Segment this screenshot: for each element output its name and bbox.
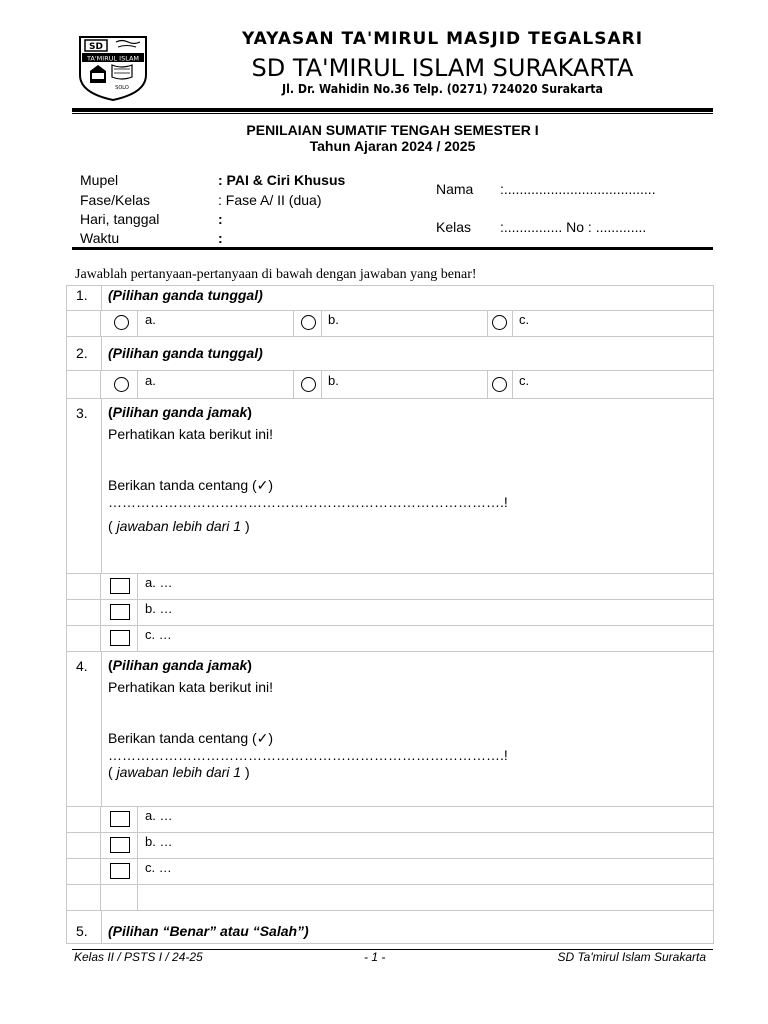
question-4-content: (Pilihan ganda jamak) Perhatikan kata berikut ini! Berikan tanda centang (✓) ………………………………………………………………………….! ( jawaban lebih dari 1 ) xyxy=(108,657,508,780)
question-4-row xyxy=(66,652,714,807)
radio-option-a[interactable] xyxy=(114,315,129,330)
fase-value: : Fase A/ II (dua) xyxy=(218,192,322,208)
question-number: 2. xyxy=(76,345,88,361)
nama-label: Nama xyxy=(436,181,474,197)
question-1-row xyxy=(66,285,714,311)
nama-field[interactable]: :....................................... xyxy=(500,181,656,197)
question-3-option-c xyxy=(66,626,714,652)
option-b-label: b. xyxy=(328,312,339,327)
option-c-label: c. … xyxy=(145,860,172,875)
option-a-label: a. xyxy=(145,312,156,327)
radio-option-a[interactable] xyxy=(114,377,129,392)
question-2-row xyxy=(66,337,714,371)
option-c-label: c. xyxy=(519,373,530,388)
question-3-row xyxy=(66,399,714,574)
option-a-label: a. … xyxy=(145,808,173,823)
option-c-label: c. xyxy=(519,312,530,327)
checkbox-option-c[interactable] xyxy=(110,863,130,879)
question-4-option-b xyxy=(66,833,714,859)
question-table xyxy=(66,285,714,944)
question-4-option-a xyxy=(66,807,714,833)
exam-year: Tahun Ajaran 2024 / 2025 xyxy=(309,138,476,154)
question-number: 4. xyxy=(76,658,88,674)
question-instruction: Berikan tanda centang (✓) xyxy=(108,477,274,493)
question-1-options xyxy=(66,311,714,337)
question-number: 1. xyxy=(76,287,88,303)
question-5-row xyxy=(66,911,714,944)
waktu-value: : xyxy=(218,230,223,246)
question-instruction: Berikan tanda centang (✓) xyxy=(108,730,274,746)
logo-lower-text: SOLO xyxy=(115,85,129,91)
answer-dots: ………………………………………………………………………….! xyxy=(108,494,508,510)
foundation-name: YAYASAN TA'MIRUL MASJID TEGALSARI xyxy=(241,29,644,49)
question-4-blank-row xyxy=(66,885,714,911)
school-address: Jl. Dr. Wahidin No.36 Telp. (0271) 724020 Surakarta xyxy=(281,82,604,96)
option-a-label: a. … xyxy=(145,575,173,590)
kelas-no-field[interactable]: :............... No : ............. xyxy=(500,219,647,235)
checkbox-option-a[interactable] xyxy=(110,578,130,594)
question-type: (Pilihan ganda tunggal) xyxy=(108,287,263,303)
question-3-option-a xyxy=(66,574,714,600)
option-a-label: a. xyxy=(145,373,156,388)
exam-title: PENILAIAN SUMATIF TENGAH SEMESTER I xyxy=(246,122,539,138)
page-number: - 1 - xyxy=(364,950,386,964)
hari-value: : xyxy=(218,211,223,227)
question-type: Pilihan ganda jamak xyxy=(112,404,248,420)
question-text: Perhatikan kata berikut ini! xyxy=(108,426,273,442)
radio-option-c[interactable] xyxy=(492,315,507,330)
fase-label: Fase/Kelas xyxy=(80,192,151,208)
checkbox-option-c[interactable] xyxy=(110,630,130,646)
school-logo xyxy=(78,35,148,102)
mupel-label: Mupel xyxy=(80,172,119,188)
footer-school-name: SD Ta'mirul Islam Surakarta xyxy=(557,950,706,964)
logo-band-text: TA'MIRUL ISLAM xyxy=(86,54,140,63)
question-2-options xyxy=(66,371,714,399)
checkbox-option-a[interactable] xyxy=(110,811,130,827)
option-b-label: b. xyxy=(328,373,339,388)
question-number: 5. xyxy=(76,923,88,939)
school-name: SD TA'MIRUL ISLAM SURAKARTA xyxy=(251,54,634,82)
radio-option-b[interactable] xyxy=(301,377,316,392)
question-type: Pilihan ganda jamak xyxy=(112,657,248,673)
question-3-option-b xyxy=(66,600,714,626)
answer-dots: ………………………………………………………………………….! xyxy=(108,747,508,763)
checkbox-option-b[interactable] xyxy=(110,837,130,853)
header-divider xyxy=(72,108,713,112)
logo-top-text: SD xyxy=(89,42,103,52)
question-note: jawaban lebih dari 1 xyxy=(116,518,242,534)
question-3-content: (Pilihan ganda jamak) Perhatikan kata berikut ini! Berikan tanda centang (✓) ………………………………………………………………………….! ( jawaban lebih dari 1 ) xyxy=(108,404,508,534)
question-type: (Pilihan ganda tunggal) xyxy=(108,345,263,361)
hari-label: Hari, tanggal xyxy=(80,211,160,227)
question-type: (Pilihan “Benar” atau “Salah”) xyxy=(108,923,309,939)
question-note: jawaban lebih dari 1 xyxy=(116,764,242,780)
instruction-text: Jawablah pertanyaan-pertanyaan di bawah dengan jawaban yang benar! xyxy=(75,267,477,282)
option-b-label: b. … xyxy=(145,834,173,849)
question-number: 3. xyxy=(76,405,88,421)
question-4-option-c xyxy=(66,859,714,885)
question-text: Perhatikan kata berikut ini! xyxy=(108,679,273,695)
header-divider-thin xyxy=(72,113,713,114)
option-c-label: c. … xyxy=(145,627,172,642)
radio-option-b[interactable] xyxy=(301,315,316,330)
footer-class-info: Kelas II / PSTS I / 24-25 xyxy=(74,950,203,964)
checkbox-option-b[interactable] xyxy=(110,604,130,620)
radio-option-c[interactable] xyxy=(492,377,507,392)
waktu-label: Waktu xyxy=(80,230,120,246)
kelas-label: Kelas xyxy=(436,219,472,235)
mupel-value: : PAI & Ciri Khusus xyxy=(218,172,346,188)
option-b-label: b. … xyxy=(145,601,173,616)
info-divider xyxy=(72,247,713,250)
